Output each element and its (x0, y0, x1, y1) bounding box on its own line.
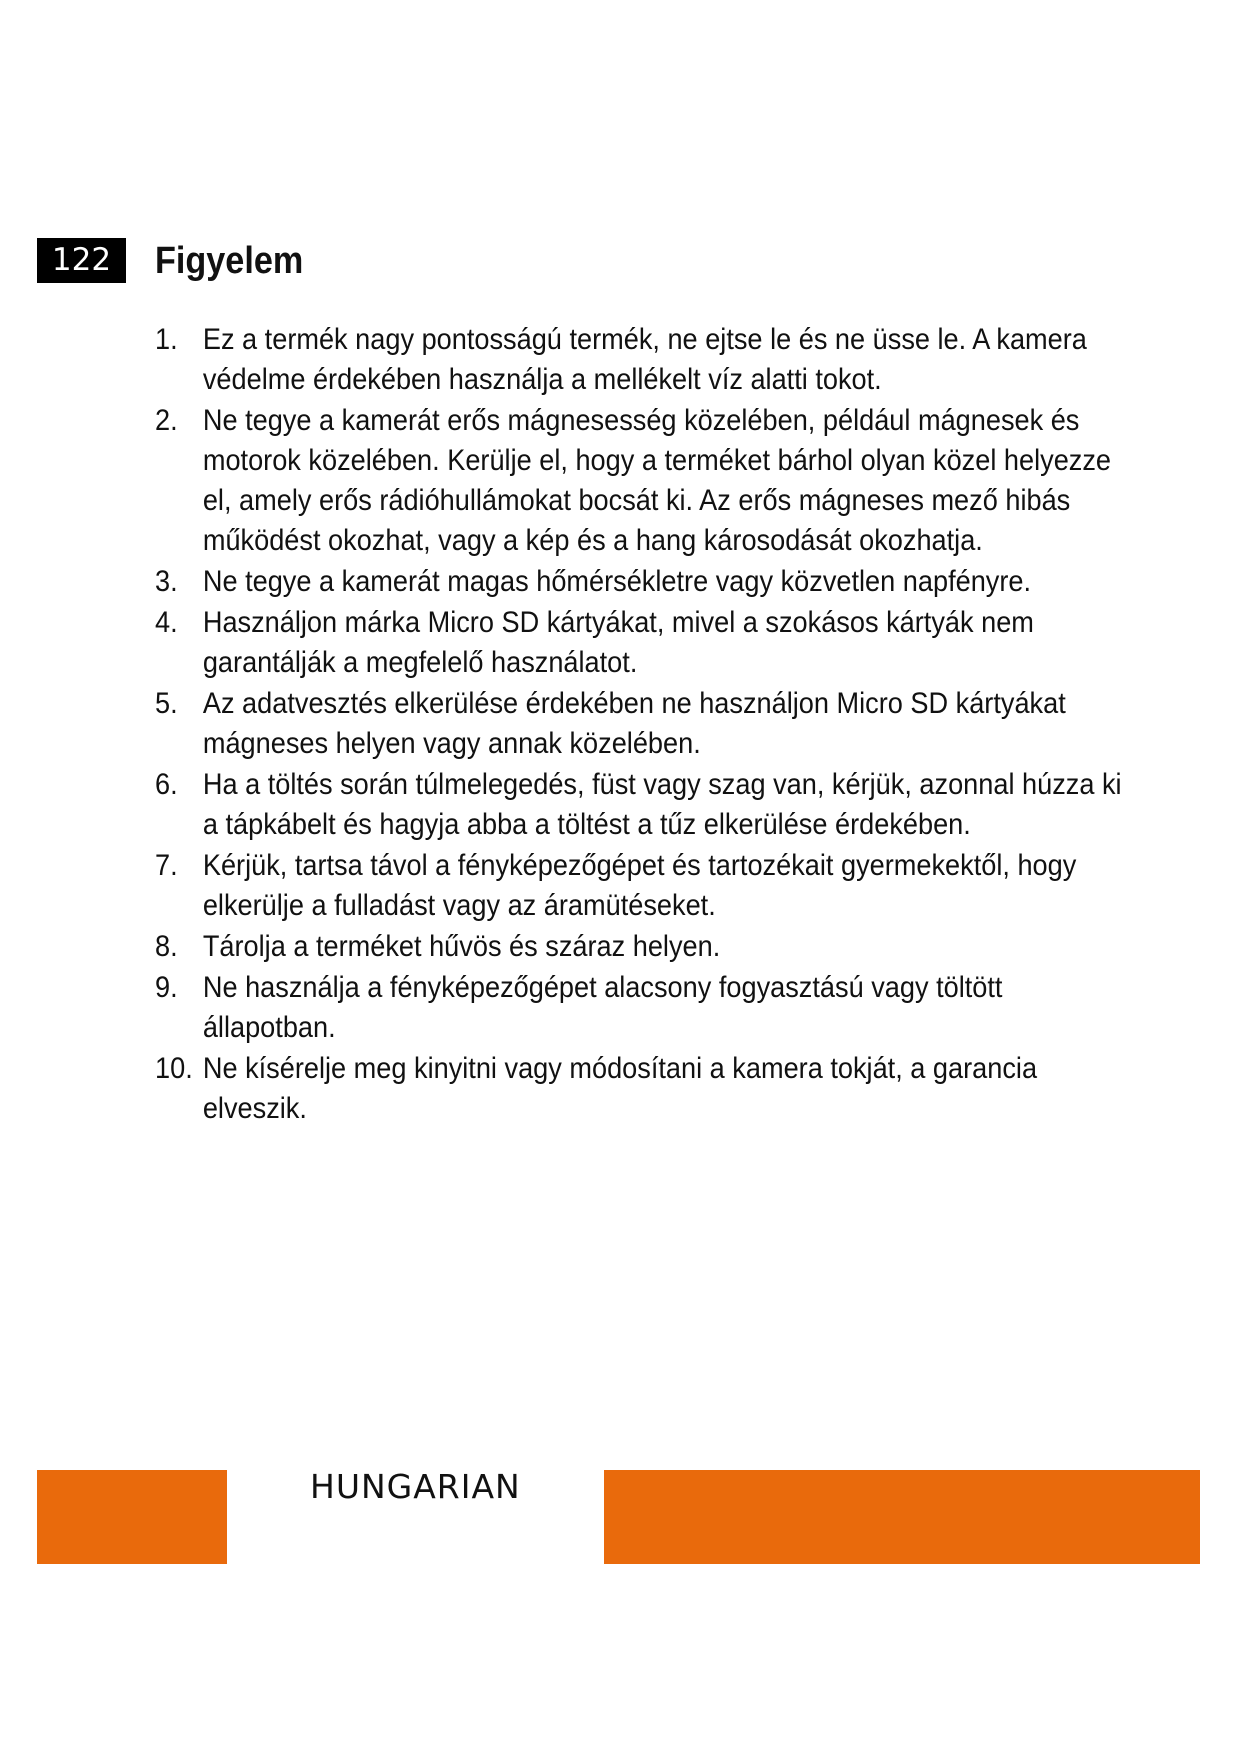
list-item-text: Ne kísérelje meg kinyitni vagy módosítani a kamera tokját, a garancia elveszik. (202, 1052, 1038, 1125)
list-item (155, 846, 1123, 926)
list-item-text: Tárolja a terméket hűvös és száraz helyen. (202, 930, 721, 963)
list-item-text: Ez a termék nagy pontosságú termék, ne ejtse le és ne üsse le. A kamera védelme érdekében használja a mellékelt víz alatti tokot. (202, 323, 1087, 396)
list-item (155, 968, 1123, 1048)
list-item-number: 10. (155, 1052, 193, 1085)
page-title: Figyelem (155, 240, 304, 282)
list-item-number: 4. (155, 606, 178, 639)
list-item-number: 6. (155, 768, 178, 801)
page-number: 122 (37, 238, 126, 283)
list-item (155, 562, 1123, 602)
list-item-text: Ne tegye a kamerát erős mágnesesség közelében, például mágnesek és motorok közelében. Kerülje el, hogy a terméket bárhol olyan közel helyezze el, amely erős rádióhullámokat bocsát ki. Az erős mágneses mező hibás működést okozhat, vagy a kép és a hang károsodását okozhatja. (202, 404, 1112, 557)
list-item-number: 5. (155, 687, 178, 720)
list-item (155, 684, 1123, 764)
list-item-text: Használjon márka Micro SD kártyákat, mivel a szokásos kártyák nem garantálják a megfelelő használatot. (202, 606, 1034, 679)
list-item-number: 9. (155, 971, 178, 1004)
footer-accent-bar-right (604, 1470, 1200, 1564)
list-item-text: Ne tegye a kamerát magas hőmérsékletre vagy közvetlen napfényre. (202, 565, 1032, 598)
list-item-number: 3. (155, 565, 178, 598)
list-item (155, 401, 1123, 561)
list-item-number: 1. (155, 323, 178, 356)
list-item (155, 765, 1123, 845)
list-item-number: 7. (155, 849, 178, 882)
list-item-text: Ne használja a fényképezőgépet alacsony fogyasztású vagy töltött állapotban. (202, 971, 1003, 1044)
list-item-text: Az adatvesztés elkerülése érdekében ne használjon Micro SD kártyákat mágneses helyen vagy annak közelében. (202, 687, 1066, 760)
list-item (155, 927, 1123, 967)
footer-accent-bar-left (37, 1470, 227, 1564)
list-item (155, 1049, 1123, 1129)
list-item-number: 8. (155, 930, 178, 963)
list-item-text: Ha a töltés során túlmelegedés, füst vagy szag van, kérjük, azonnal húzza ki a tápkábelt és hagyja abba a töltést a tűz elkerülése érdekében. (202, 768, 1122, 841)
list-item-text: Kérjük, tartsa távol a fényképezőgépet és tartozékait gyermekektől, hogy elkerülje a fulladást vagy az áramütéseket. (202, 849, 1077, 922)
footer-language-label: HUNGARIAN (310, 1467, 521, 1506)
warning-list (155, 320, 1122, 1130)
list-item (155, 603, 1123, 683)
list-item-number: 2. (155, 404, 178, 437)
list-item (155, 320, 1123, 400)
